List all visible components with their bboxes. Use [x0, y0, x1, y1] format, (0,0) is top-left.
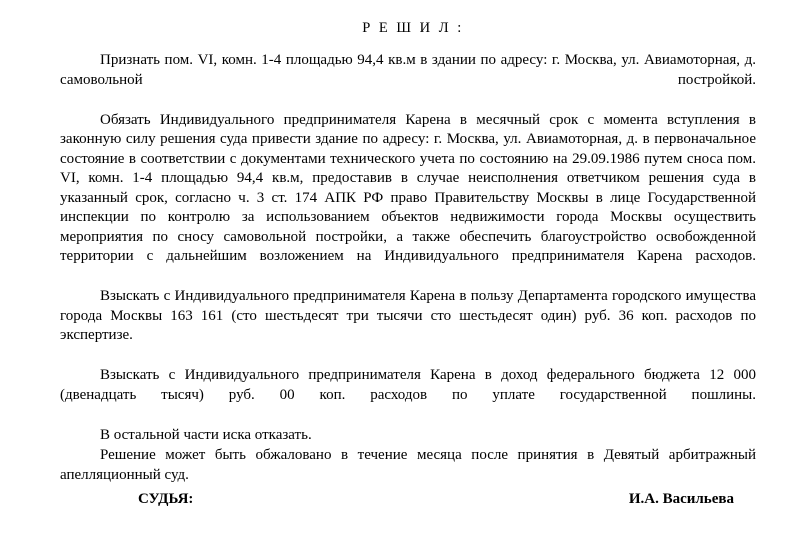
paragraph-1: Признать пом. VI, комн. 1-4 площадью 94,4 кв.м в здании по адресу: г. Москва, ул. Авиамоторная, д. самовольной постройкой. — [60, 52, 756, 88]
paragraph-2: Обязать Индивидуального предпринимателя Карена в месячный срок с момента вступления в законную силу решения суда привести здание по адресу: г. Москва, ул. Авиамоторная, д. в первоначальное состояние в соответствии с документами технического учета по состоянию на 29.09.1986 путем сноса пом. VI, комн. 1-4 площадью 94,4 кв.м, предоставив в случае неисполнения ответчиком решения суда в указанный срок, согласно ч. 3 ст. 174 АПК РФ право Правительству Москвы в лице Государственной инспекции по контролю за использованием объектов недвижимости города Москвы осуществить мероприятия по сносу самовольной постройки, а также обеспечить благоустройство освобожденной территории с дальнейшим возложением на Индивидуального предпринимателя Карена расходов. — [60, 111, 756, 264]
paragraph-3: Взыскать с Индивидуального предпринимателя Карена в пользу Департамента городского имущества города Москвы 163 161 (сто шестьдесят три тысячи сто шестьдесят один) руб. 36 коп. расходов по экспертизе. — [60, 288, 756, 343]
judge-label: СУДЬЯ: — [138, 491, 194, 507]
paragraph-6: Решение может быть обжаловано в течение месяца после принятия в Девятый арбитражный апелляционный суд. — [60, 447, 756, 483]
page-title: Р Е Ш И Л : — [362, 20, 464, 36]
paragraph-5: В остальной части иска отказать. — [100, 426, 312, 443]
signature-block — [60, 491, 756, 508]
judge-name: И.А. Васильева — [628, 491, 734, 507]
paragraph-4: Взыскать с Индивидуального предпринимателя Карена в доход федерального бюджета 12 000 (двенадцать тысяч) руб. 00 коп. расходов по уплате государственной пошлины. — [60, 367, 756, 403]
